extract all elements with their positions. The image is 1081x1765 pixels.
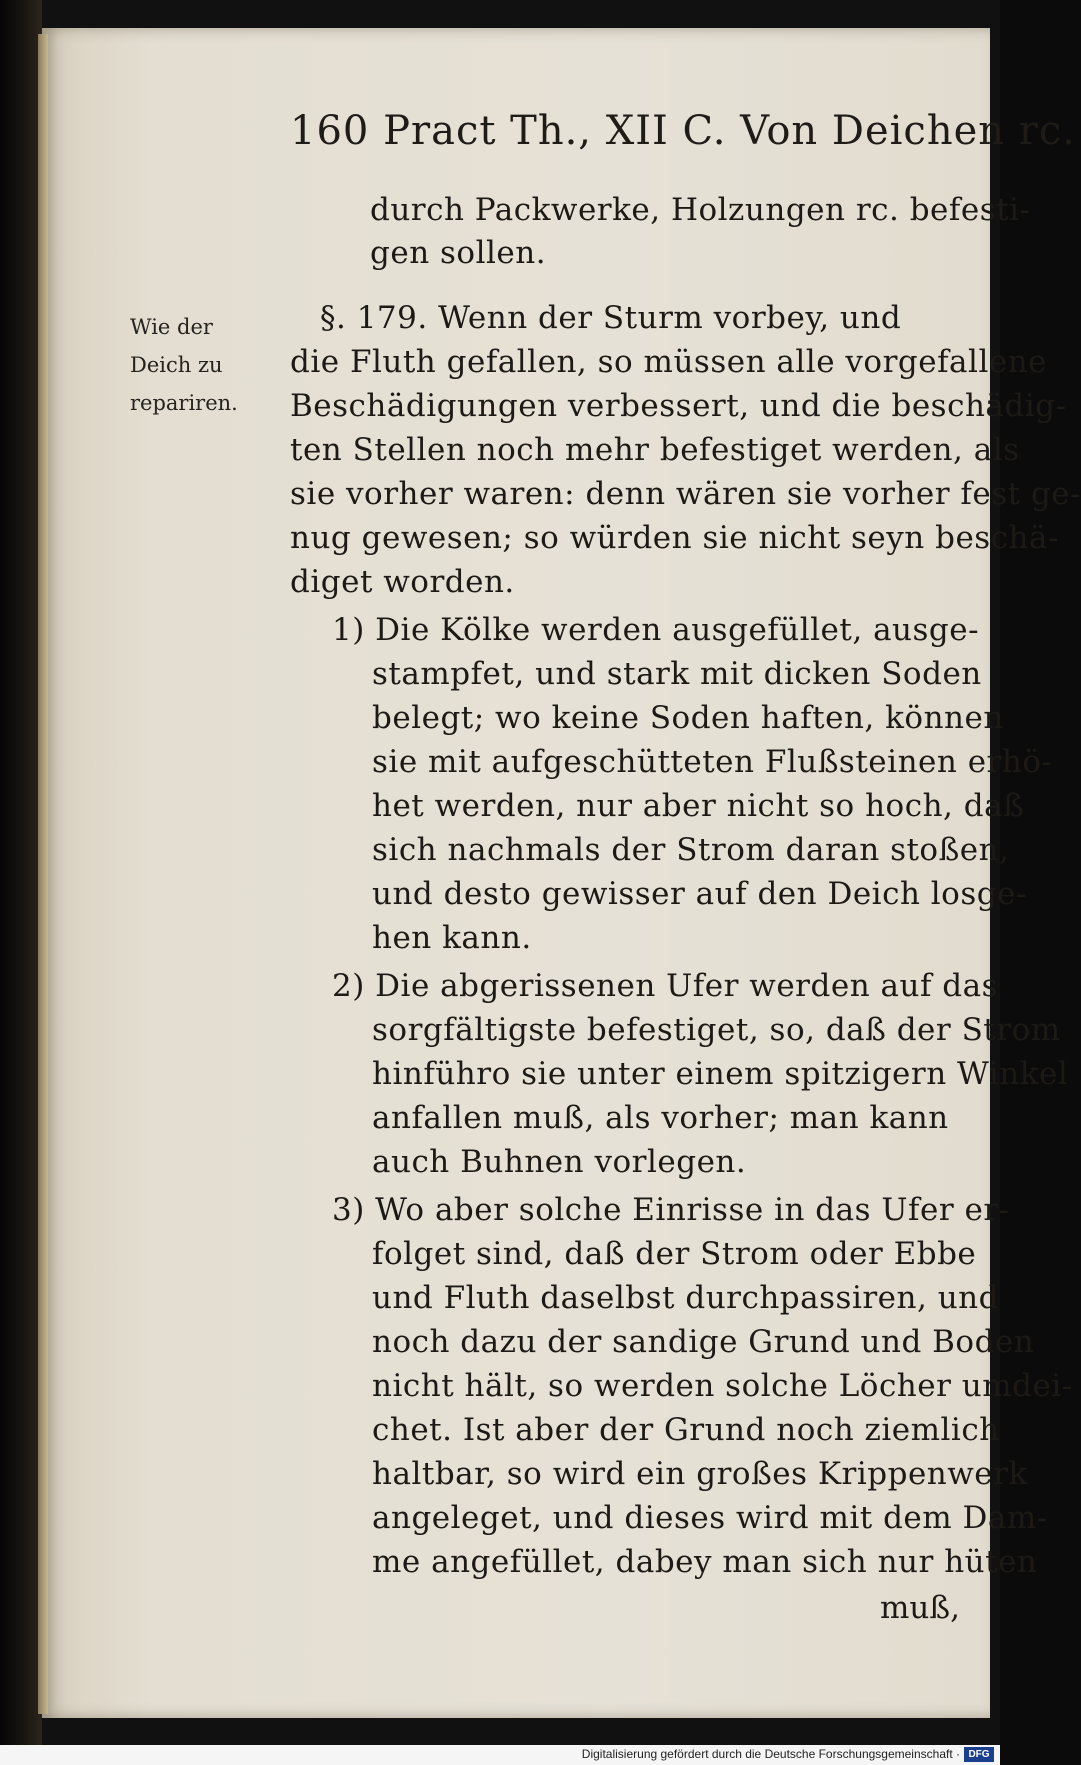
text-line: 3) Wo aber solche Einrisse in das Ufer er- — [332, 1192, 1010, 1228]
text-line: sorgfältigste befestiget, so, daß der Strom — [372, 1012, 1061, 1048]
text-line: chet. Ist aber der Grund noch ziemlich — [372, 1412, 1000, 1448]
text-line: Beschädigungen verbessert, und die beschädig- — [290, 388, 1067, 424]
book-binding — [0, 0, 42, 1745]
text-line: sie mit aufgeschütteten Flußsteinen erhö- — [372, 744, 1053, 780]
text-line: folget sind, daß der Strom oder Ebbe — [372, 1236, 977, 1272]
text-line: noch dazu der sandige Grund und Boden — [372, 1324, 1035, 1360]
text-line: ten Stellen noch mehr befestiget werden, als — [290, 432, 1020, 468]
text-line: die Fluth gefallen, so müssen alle vorgefallene — [290, 344, 1048, 380]
text-line: nug gewesen; so würden sie nicht seyn beschä- — [290, 520, 1059, 556]
text-line: diget worden. — [290, 564, 515, 600]
text-line: haltbar, so wird ein großes Krippenwerk — [372, 1456, 1028, 1492]
text-line: durch Packwerke, Holzungen rc. befesti- — [370, 192, 1031, 228]
text-line: 1) Die Kölke werden ausgefüllet, ausge- — [332, 612, 980, 648]
margin-note-line: Deich zu — [130, 353, 223, 377]
running-head: 160 Pract Th., XII C. Von Deichen rc. — [290, 108, 1076, 154]
catchword: muß, — [880, 1590, 960, 1626]
text-line: und Fluth daselbst durchpassiren, und — [372, 1280, 999, 1316]
text-line: belegt; wo keine Soden haften, können — [372, 700, 1004, 736]
text-line: und desto gewisser auf den Deich losge- — [372, 876, 1027, 912]
text-line: stampfet, und stark mit dicken Soden — [372, 656, 982, 692]
text-line: gen sollen. — [370, 235, 547, 271]
text-line: angeleget, und dieses wird mit dem Dam- — [372, 1500, 1048, 1536]
footer-credit: Digitalisierung gefördert durch die Deutsche Forschungsgemeinschaft · — [581, 1747, 960, 1761]
text-line: anfallen muß, als vorher; man kann — [372, 1100, 949, 1136]
text-line: §. 179. Wenn der Sturm vorbey, und — [320, 300, 902, 336]
text-line: nicht hält, so werden solche Löcher umdei- — [372, 1368, 1073, 1404]
text-line: sich nachmals der Strom daran stoßen, — [372, 832, 1010, 868]
text-line: 2) Die abgerissenen Ufer werden auf das — [332, 968, 999, 1004]
margin-note-line: repariren. — [130, 391, 238, 415]
text-line: me angefüllet, dabey man sich nur hüten — [372, 1544, 1038, 1580]
text-line: sie vorher waren: denn wären sie vorher fest ge- — [290, 476, 1081, 512]
text-line: hinführo sie unter einem spitzigern Winkel — [372, 1056, 1069, 1092]
text-line: hen kann. — [372, 920, 532, 956]
digitization-footer — [0, 1745, 1000, 1765]
margin-note — [130, 308, 255, 422]
dfg-logo-icon: DFG — [964, 1747, 994, 1762]
text-line: het werden, nur aber nicht so hoch, daß — [372, 788, 1025, 824]
text-line: auch Buhnen vorlegen. — [372, 1144, 747, 1180]
margin-note-line: Wie der — [130, 315, 213, 339]
page-edge — [38, 34, 48, 1714]
